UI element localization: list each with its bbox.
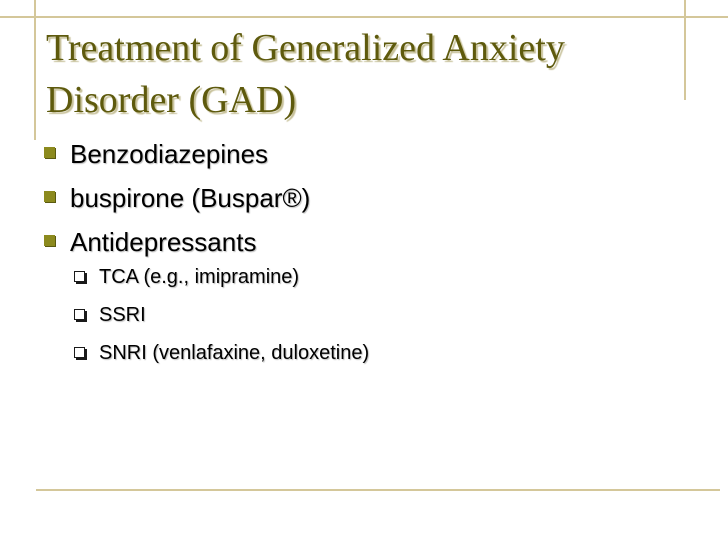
hollow-square-bullet-icon — [74, 309, 85, 320]
square-bullet-icon — [44, 191, 55, 202]
slide-title-line-1: Treatment of Generalized Anxiety — [46, 27, 565, 69]
square-bullet-icon — [44, 235, 55, 246]
bullet-list — [42, 132, 310, 264]
sub-bullet-item-tca — [72, 258, 369, 296]
frame-top-line — [0, 16, 728, 18]
bullet-item-buspirone — [42, 176, 310, 220]
slide-title-line-2: Disorder (GAD) — [46, 79, 297, 121]
frame-left-line — [34, 0, 36, 140]
bullet-item-benzodiazepines — [42, 132, 310, 176]
sub-bullet-list — [72, 258, 369, 372]
frame-bottom-line — [36, 489, 720, 491]
bullet-text: Antidepressants — [70, 227, 257, 257]
sub-bullet-item-snri — [72, 334, 369, 372]
sub-bullet-text: SSRI — [99, 304, 146, 326]
bullet-text: Benzodiazepines — [70, 139, 269, 169]
bullet-text: buspirone (Buspar®) — [70, 183, 311, 213]
sub-bullet-text: TCA (e.g., imipramine) — [99, 266, 300, 288]
square-bullet-icon — [44, 147, 55, 158]
slide-title — [46, 22, 676, 126]
hollow-square-bullet-icon — [74, 271, 85, 282]
hollow-square-bullet-icon — [74, 347, 85, 358]
sub-bullet-text: SNRI (venlafaxine, duloxetine) — [99, 342, 370, 364]
frame-right-line — [684, 0, 686, 100]
sub-bullet-item-ssri — [72, 296, 369, 334]
